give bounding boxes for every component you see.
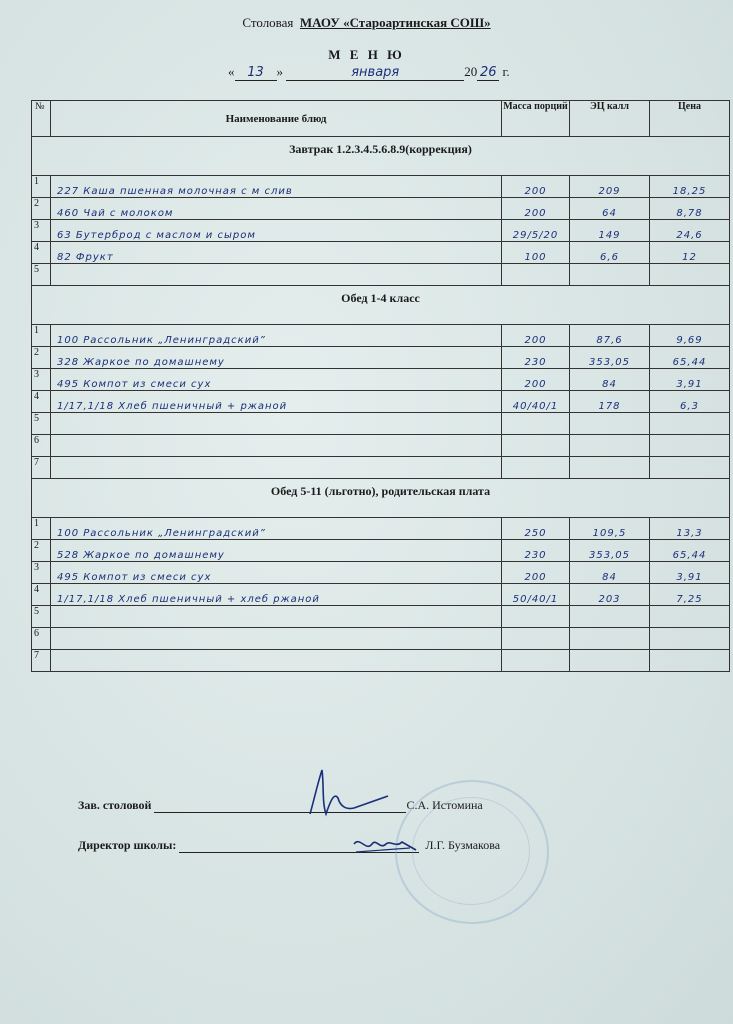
price: 3,91 bbox=[650, 562, 730, 584]
portion-mass bbox=[502, 264, 570, 286]
menu-date bbox=[228, 64, 510, 81]
table-row bbox=[32, 518, 730, 540]
portion-mass: 230 bbox=[502, 540, 570, 562]
price: 18,25 bbox=[650, 176, 730, 198]
dish-name: 100 Рассольник „Ленинградский” bbox=[51, 518, 502, 540]
portion-mass: 200 bbox=[502, 369, 570, 391]
calories bbox=[570, 628, 650, 650]
calories: 209 bbox=[570, 176, 650, 198]
portion-mass bbox=[502, 650, 570, 672]
row-number: 7 bbox=[32, 457, 51, 479]
calories: 84 bbox=[570, 369, 650, 391]
table-row bbox=[32, 584, 730, 606]
title-prefix: Столовая bbox=[242, 15, 294, 30]
table-row bbox=[32, 220, 730, 242]
column-header-number: № bbox=[32, 101, 51, 137]
section-title: Обед 5-11 (льготно), родительская плата bbox=[32, 479, 730, 505]
dish-name: 227 Каша пшенная молочная с м слив bbox=[51, 176, 502, 198]
manager-signature-icon bbox=[300, 762, 390, 822]
portion-mass bbox=[502, 628, 570, 650]
date-month: января bbox=[286, 65, 464, 81]
dish-name bbox=[51, 457, 502, 479]
calories: 64 bbox=[570, 198, 650, 220]
section-title: Завтрак 1.2.3.4.5.6.8.9(коррекция) bbox=[32, 137, 730, 163]
table-row bbox=[32, 413, 730, 435]
row-number: 7 bbox=[32, 650, 51, 672]
price bbox=[650, 650, 730, 672]
dish-name: 495 Компот из смеси сух bbox=[51, 562, 502, 584]
table-row bbox=[32, 264, 730, 286]
section-title: Обед 1-4 класс bbox=[32, 286, 730, 312]
dish-name bbox=[51, 628, 502, 650]
portion-mass bbox=[502, 413, 570, 435]
price: 7,25 bbox=[650, 584, 730, 606]
dish-name: 1/17,1/18 Хлеб пшеничный + ржаной bbox=[51, 391, 502, 413]
table-header-row bbox=[32, 101, 730, 137]
row-number: 5 bbox=[32, 606, 51, 628]
director-name: Л.Г. Бузмакова bbox=[425, 838, 501, 852]
row-number: 3 bbox=[32, 562, 51, 584]
calories: 353,05 bbox=[570, 347, 650, 369]
price bbox=[650, 628, 730, 650]
section-spacer-row bbox=[32, 162, 730, 176]
portion-mass: 40/40/1 bbox=[502, 391, 570, 413]
price: 6,3 bbox=[650, 391, 730, 413]
price: 8,78 bbox=[650, 198, 730, 220]
price: 65,44 bbox=[650, 540, 730, 562]
table-row bbox=[32, 457, 730, 479]
menu-table bbox=[31, 100, 730, 672]
calories: 353,05 bbox=[570, 540, 650, 562]
column-header-mass: Масса порций bbox=[502, 101, 570, 137]
column-header-price: Цена bbox=[650, 101, 730, 137]
row-number: 2 bbox=[32, 347, 51, 369]
calories bbox=[570, 435, 650, 457]
column-header-dish: Наименование блюд bbox=[51, 101, 502, 137]
portion-mass: 29/5/20 bbox=[502, 220, 570, 242]
manager-name: С.А. Истомина bbox=[406, 798, 483, 812]
price bbox=[650, 264, 730, 286]
calories: 109,5 bbox=[570, 518, 650, 540]
director-label: Директор школы: bbox=[78, 838, 177, 852]
menu-table-body bbox=[32, 137, 730, 672]
portion-mass bbox=[502, 435, 570, 457]
row-number: 1 bbox=[32, 325, 51, 347]
calories bbox=[570, 264, 650, 286]
row-number: 1 bbox=[32, 176, 51, 198]
calories: 149 bbox=[570, 220, 650, 242]
price bbox=[650, 606, 730, 628]
row-number: 1 bbox=[32, 518, 51, 540]
dish-name: 460 Чай с молоком bbox=[51, 198, 502, 220]
price: 24,6 bbox=[650, 220, 730, 242]
row-number: 4 bbox=[32, 391, 51, 413]
price: 13,3 bbox=[650, 518, 730, 540]
table-row bbox=[32, 176, 730, 198]
price bbox=[650, 457, 730, 479]
section-header-row bbox=[32, 137, 730, 163]
price: 3,91 bbox=[650, 369, 730, 391]
dish-name: 100 Рассольник „Ленинградский” bbox=[51, 325, 502, 347]
section-header-row bbox=[32, 479, 730, 505]
table-row bbox=[32, 391, 730, 413]
row-number: 4 bbox=[32, 584, 51, 606]
portion-mass bbox=[502, 606, 570, 628]
portion-mass: 200 bbox=[502, 562, 570, 584]
date-open-quote: « bbox=[228, 64, 235, 79]
table-row bbox=[32, 325, 730, 347]
table-row bbox=[32, 198, 730, 220]
dish-name: 495 Компот из смеси сух bbox=[51, 369, 502, 391]
table-row bbox=[32, 650, 730, 672]
portion-mass: 200 bbox=[502, 325, 570, 347]
calories bbox=[570, 606, 650, 628]
row-number: 6 bbox=[32, 628, 51, 650]
dish-name: 63 Бутерброд с маслом и сыром bbox=[51, 220, 502, 242]
table-row bbox=[32, 562, 730, 584]
date-year-unit: г. bbox=[502, 64, 510, 79]
dish-name bbox=[51, 264, 502, 286]
portion-mass: 200 bbox=[502, 198, 570, 220]
row-number: 3 bbox=[32, 369, 51, 391]
price bbox=[650, 435, 730, 457]
school-name: МАОУ «Староартинская СОШ» bbox=[299, 15, 491, 30]
portion-mass bbox=[502, 457, 570, 479]
portion-mass: 230 bbox=[502, 347, 570, 369]
calories bbox=[570, 457, 650, 479]
price bbox=[650, 413, 730, 435]
row-number: 5 bbox=[32, 264, 51, 286]
row-number: 5 bbox=[32, 413, 51, 435]
section-header-row bbox=[32, 286, 730, 312]
table-row bbox=[32, 628, 730, 650]
price: 12 bbox=[650, 242, 730, 264]
calories: 84 bbox=[570, 562, 650, 584]
section-spacer-row bbox=[32, 504, 730, 518]
calories: 178 bbox=[570, 391, 650, 413]
table-row bbox=[32, 242, 730, 264]
dish-name: 82 Фрукт bbox=[51, 242, 502, 264]
date-year-suffix: 26 bbox=[477, 65, 499, 81]
dish-name: 328 Жаркое по домашнему bbox=[51, 347, 502, 369]
dish-name: 1/17,1/18 Хлеб пшеничный + хлеб ржаной bbox=[51, 584, 502, 606]
dish-name bbox=[51, 650, 502, 672]
row-number: 2 bbox=[32, 198, 51, 220]
portion-mass: 250 bbox=[502, 518, 570, 540]
calories bbox=[570, 650, 650, 672]
portion-mass: 200 bbox=[502, 176, 570, 198]
row-number: 3 bbox=[32, 220, 51, 242]
portion-mass: 100 bbox=[502, 242, 570, 264]
row-number: 6 bbox=[32, 435, 51, 457]
canteen-title bbox=[0, 15, 733, 31]
table-row bbox=[32, 606, 730, 628]
dish-name bbox=[51, 435, 502, 457]
portion-mass: 50/40/1 bbox=[502, 584, 570, 606]
table-row bbox=[32, 369, 730, 391]
dish-name: 528 Жаркое по домашнему bbox=[51, 540, 502, 562]
dish-name bbox=[51, 413, 502, 435]
director-signature-icon bbox=[350, 830, 420, 860]
row-number: 2 bbox=[32, 540, 51, 562]
table-row bbox=[32, 435, 730, 457]
price: 9,69 bbox=[650, 325, 730, 347]
calories bbox=[570, 413, 650, 435]
calories: 6,6 bbox=[570, 242, 650, 264]
table-row bbox=[32, 347, 730, 369]
manager-label: Зав. столовой bbox=[78, 798, 152, 812]
date-day: 13 bbox=[235, 65, 277, 81]
section-spacer-row bbox=[32, 311, 730, 325]
table-row bbox=[32, 540, 730, 562]
price: 65,44 bbox=[650, 347, 730, 369]
dish-name bbox=[51, 606, 502, 628]
date-year-prefix: 20 bbox=[464, 64, 478, 79]
row-number: 4 bbox=[32, 242, 51, 264]
column-header-kcal: ЭЦ калл bbox=[570, 101, 650, 137]
calories: 87,6 bbox=[570, 325, 650, 347]
menu-title: М Е Н Ю bbox=[328, 47, 405, 62]
date-close-quote: » bbox=[276, 64, 283, 79]
calories: 203 bbox=[570, 584, 650, 606]
